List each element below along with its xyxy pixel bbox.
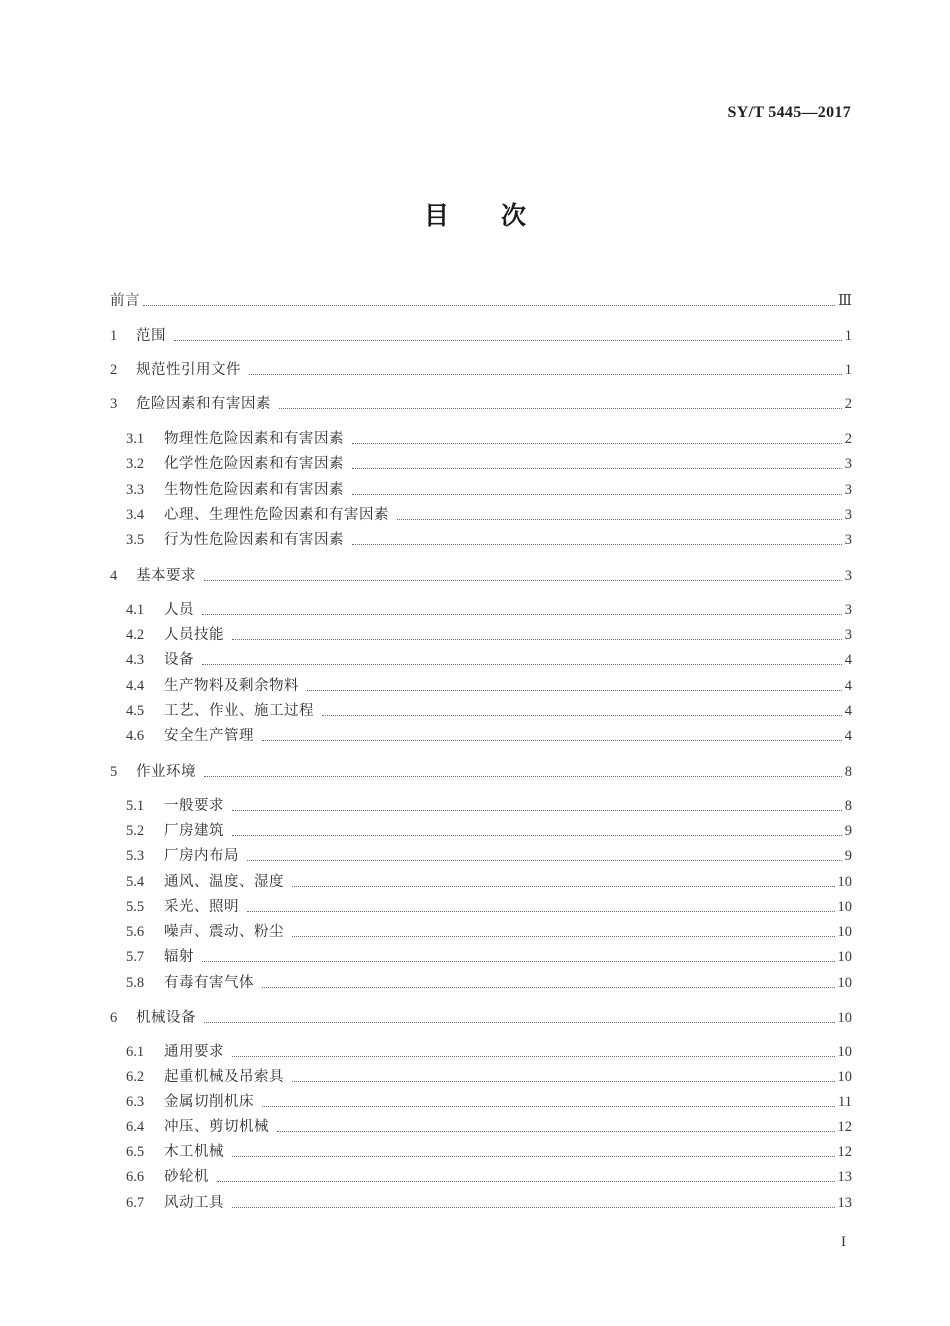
toc-entry[interactable]	[126, 1139, 852, 1161]
standard-code: SY/T 5445—2017	[727, 104, 851, 121]
toc-dot-leader	[204, 580, 842, 581]
toc-entry-title: 生产物料及剩余物料	[164, 678, 299, 694]
toc-entry[interactable]	[126, 894, 852, 916]
toc-entry-title: 冲压、剪切机械	[164, 1119, 269, 1135]
toc-entry-title: 心理、生理性危险因素和有害因素	[164, 507, 389, 523]
toc-entry[interactable]	[126, 451, 852, 473]
toc-dot-leader	[232, 639, 842, 640]
toc-entry-title: 范围	[136, 328, 166, 344]
toc-title-char-2: 次	[501, 201, 527, 230]
toc-entry[interactable]	[126, 944, 852, 966]
toc-dot-leader	[202, 961, 835, 962]
toc-entry-title: 起重机械及吊索具	[164, 1069, 284, 1085]
toc-entry-page: 3	[844, 568, 852, 584]
toc-entry-page: 2	[844, 431, 852, 447]
toc-dot-leader	[307, 690, 842, 691]
toc-dot-leader	[292, 886, 835, 887]
toc-entry[interactable]	[110, 357, 852, 379]
toc-entry-title: 风动工具	[164, 1195, 224, 1211]
toc-entry-page: 10	[837, 1044, 852, 1060]
toc-entry[interactable]	[126, 723, 852, 745]
toc-entry-title: 规范性引用文件	[136, 362, 241, 378]
toc-dot-leader	[262, 740, 842, 741]
toc-entry[interactable]	[126, 527, 852, 549]
toc-entry[interactable]	[126, 970, 852, 992]
toc-entry-number: 6.7	[126, 1195, 145, 1211]
toc-entry-number: 4.5	[126, 703, 145, 719]
toc-dot-leader	[232, 835, 842, 836]
toc-dot-leader	[247, 911, 835, 912]
toc-entry-title: 有毒有害气体	[164, 975, 254, 991]
toc-entry[interactable]	[126, 502, 852, 524]
toc-entry-title: 通用要求	[164, 1044, 224, 1060]
toc-entry-page: 8	[844, 764, 852, 780]
toc-entry[interactable]	[126, 1064, 852, 1086]
toc-entry-page: 4	[844, 728, 852, 744]
toc-entry-title: 一般要求	[164, 798, 224, 814]
toc-entry[interactable]	[126, 843, 852, 865]
toc-entry-number: 5.6	[126, 924, 145, 940]
toc-entry-number: 3.3	[126, 482, 145, 498]
toc-dot-leader	[204, 1022, 835, 1023]
toc-entry-page: 3	[844, 602, 852, 618]
toc-entry-number: 6.4	[126, 1119, 145, 1135]
toc-dot-leader	[397, 519, 842, 520]
toc-entry-page: 10	[837, 949, 852, 965]
toc-entry[interactable]	[126, 1190, 852, 1212]
toc-dot-leader	[143, 305, 835, 306]
toc-entry-title: 基本要求	[136, 568, 196, 584]
toc-entry[interactable]	[126, 919, 852, 941]
toc-entry-page: 8	[844, 798, 852, 814]
toc-entry[interactable]	[126, 869, 852, 891]
toc-dot-leader	[352, 494, 842, 495]
toc-entry[interactable]	[126, 622, 852, 644]
toc-entry-title: 物理性危险因素和有害因素	[164, 431, 344, 447]
toc-entry-title: 人员技能	[164, 627, 224, 643]
toc-dot-leader	[352, 443, 842, 444]
toc-entry[interactable]	[110, 391, 852, 413]
toc-entry-title: 作业环境	[136, 764, 196, 780]
toc-entry-page: 13	[837, 1169, 852, 1185]
toc-dot-leader	[277, 1131, 835, 1132]
toc-entry-page: 4	[844, 652, 852, 668]
toc-dot-leader	[249, 374, 842, 375]
toc-dot-leader	[292, 1081, 835, 1082]
toc-entry-number: 4	[110, 568, 118, 584]
toc-entry[interactable]	[126, 1114, 852, 1136]
toc-entry[interactable]	[126, 673, 852, 695]
toc-entry-page: 1	[844, 362, 852, 378]
toc-entry-page: Ⅲ	[838, 293, 852, 309]
toc-dot-leader	[322, 715, 842, 716]
toc-entry-page: 1	[844, 328, 852, 344]
toc-entry-number: 4.6	[126, 728, 145, 744]
toc-entry[interactable]	[126, 597, 852, 619]
toc-entry-number: 4.2	[126, 627, 145, 643]
toc-entry-title: 危险因素和有害因素	[136, 396, 271, 412]
toc-entry-title: 前言	[110, 293, 140, 309]
toc-dot-leader	[217, 1181, 835, 1182]
toc-entry-number: 6	[110, 1010, 118, 1026]
toc-entry[interactable]	[126, 793, 852, 815]
toc-entry-title: 厂房建筑	[164, 823, 224, 839]
toc-entry-title: 人员	[164, 602, 194, 618]
toc-entry-page: 3	[844, 627, 852, 643]
toc-entry[interactable]	[110, 563, 852, 585]
toc-dot-leader	[262, 1106, 835, 1107]
toc-entry-title: 工艺、作业、施工过程	[164, 703, 314, 719]
toc-entry-number: 1	[110, 328, 118, 344]
toc-entry-number: 2	[110, 362, 118, 378]
toc-entry-title: 机械设备	[136, 1010, 196, 1026]
toc-entry-title: 砂轮机	[164, 1169, 209, 1185]
toc-dot-leader	[204, 776, 842, 777]
toc-entry[interactable]	[110, 288, 852, 310]
toc-dot-leader	[262, 987, 835, 988]
toc-entry-number: 3.1	[126, 431, 145, 447]
toc-dot-leader	[202, 664, 842, 665]
toc-entry-number: 6.1	[126, 1044, 145, 1060]
toc-entry[interactable]	[110, 759, 852, 781]
toc-entry[interactable]	[110, 323, 852, 345]
toc-entry-page: 12	[837, 1144, 852, 1160]
toc-entry[interactable]	[126, 1039, 852, 1061]
page-number: I	[841, 1234, 846, 1250]
toc-entry-page: 10	[837, 874, 852, 890]
toc-title-char-1: 目	[423, 201, 449, 230]
toc-dot-leader	[247, 860, 842, 861]
toc-entry[interactable]	[126, 818, 852, 840]
toc-entry-title: 金属切削机床	[164, 1094, 254, 1110]
toc-entry-page: 3	[844, 482, 852, 498]
toc-entry-title: 辐射	[164, 949, 194, 965]
toc-entry-number: 6.6	[126, 1169, 145, 1185]
toc-entry-number: 3	[110, 396, 118, 412]
toc-entry-number: 5.2	[126, 823, 145, 839]
toc-entry-number: 3.4	[126, 507, 145, 523]
toc-dot-leader	[232, 1156, 835, 1157]
toc-entry-page: 3	[844, 532, 852, 548]
toc-dot-leader	[174, 340, 842, 341]
toc-dot-leader	[279, 408, 842, 409]
toc-entry-title: 生物性危险因素和有害因素	[164, 482, 344, 498]
toc-entry-number: 5.4	[126, 874, 145, 890]
toc-entry-page: 4	[844, 703, 852, 719]
toc-entry-page: 10	[837, 1010, 852, 1026]
toc-entry-title: 行为性危险因素和有害因素	[164, 532, 344, 548]
toc-entry-page: 4	[844, 678, 852, 694]
toc-entry-number: 6.3	[126, 1094, 145, 1110]
toc-entry-number: 5	[110, 764, 118, 780]
toc-entry[interactable]	[126, 647, 852, 669]
toc-dot-leader	[232, 810, 842, 811]
toc-entry-page: 10	[837, 975, 852, 991]
toc-entry[interactable]	[126, 1089, 852, 1111]
toc-entry-number: 6.2	[126, 1069, 145, 1085]
toc-entry-number: 5.5	[126, 899, 145, 915]
toc-entry-title: 通风、温度、湿度	[164, 874, 284, 890]
toc-entry[interactable]	[126, 426, 852, 448]
toc-entry-page: 11	[838, 1094, 852, 1110]
toc-entry-number: 4.4	[126, 678, 145, 694]
toc-entry[interactable]	[126, 1164, 852, 1186]
toc-entry-number: 5.3	[126, 848, 145, 864]
toc-entry-number: 3.2	[126, 456, 145, 472]
toc-entry-title: 采光、照明	[164, 899, 239, 915]
toc-entry[interactable]	[126, 698, 852, 720]
toc-dot-leader	[352, 468, 842, 469]
toc-entry-page: 2	[844, 396, 852, 412]
toc-entry-page: 13	[837, 1195, 852, 1211]
toc-entry-title: 厂房内布局	[164, 848, 239, 864]
toc-entry-number: 5.7	[126, 949, 145, 965]
toc-dot-leader	[202, 614, 842, 615]
toc-entry-title: 安全生产管理	[164, 728, 254, 744]
toc-entry-page: 10	[837, 899, 852, 915]
toc-entry-page: 3	[844, 507, 852, 523]
toc-dot-leader	[352, 544, 842, 545]
toc-dot-leader	[292, 936, 835, 937]
toc-entry-number: 6.5	[126, 1144, 145, 1160]
toc-entry-page: 10	[837, 924, 852, 940]
toc-entry-number: 5.8	[126, 975, 145, 991]
toc-dot-leader	[232, 1207, 835, 1208]
toc-entry-title: 化学性危险因素和有害因素	[164, 456, 344, 472]
toc-entry-page: 9	[844, 823, 852, 839]
toc-entry-title: 设备	[164, 652, 194, 668]
toc-entry-page: 12	[837, 1119, 852, 1135]
toc-dot-leader	[232, 1056, 835, 1057]
toc-entry-page: 10	[837, 1069, 852, 1085]
toc-entry-number: 5.1	[126, 798, 145, 814]
toc-entry-number: 4.1	[126, 602, 145, 618]
toc-entry[interactable]	[126, 477, 852, 499]
toc-entry-number: 3.5	[126, 532, 145, 548]
toc-entry-page: 3	[844, 456, 852, 472]
toc-entry[interactable]	[110, 1005, 852, 1027]
toc-entry-title: 噪声、震动、粉尘	[164, 924, 284, 940]
toc-entry-page: 9	[844, 848, 852, 864]
toc-entry-number: 4.3	[126, 652, 145, 668]
toc-entry-title: 木工机械	[164, 1144, 224, 1160]
